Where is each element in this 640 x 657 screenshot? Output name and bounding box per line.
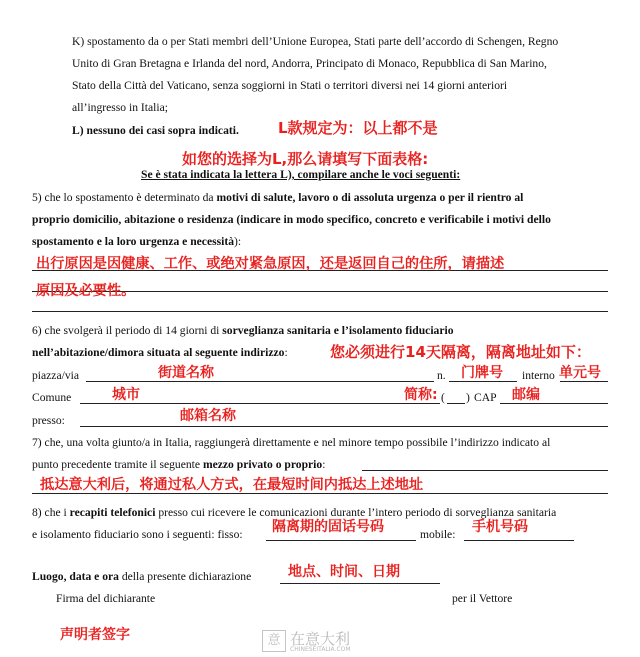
luogo-field[interactable] [280,583,440,584]
item5-answer-hint-2: 原因及必要性。 [36,283,136,299]
mobile-label: mobile: [420,528,456,541]
section-k-line-4: all’ingresso in Italia; [72,101,168,114]
mailbox-hint: 邮箱名称 [180,408,236,424]
watermark-sub: CHINESEITALIA.COM [290,646,351,653]
section-l-note: L款规定为：以上都不是 [278,119,438,137]
presso-label: presso: [32,414,65,427]
piazza-label: piazza/via [32,369,79,382]
section-l-heading: Se è stata indicata la lettera L), compilare anche le voci seguenti: [141,168,461,181]
section-k-line-3: Stato della Città del Vaticano, senza soggiorni in Stati o territori diversi nei 14 giorni anteriori [72,79,508,92]
city-hint: 城市 [112,387,140,403]
item5-answer-line-3[interactable] [32,311,608,312]
item8-line-2: e isolamento fiduciario sono i seguenti: fisso: [32,528,243,541]
vettore-label: per il Vettore [452,592,513,605]
watermark-text: 在意大利 [290,630,351,648]
province-paren-close: ) [466,391,470,404]
firma-label: Firma del dichiarante [56,592,156,605]
mobile-hint: 手机号码 [472,519,528,535]
luogo-hint: 地点、时间、日期 [288,564,400,580]
number-hint: 门牌号 [461,365,503,381]
postcode-hint: 邮编 [512,387,540,403]
comune-label: Comune [32,391,72,404]
item5-answer-hint-1: 出行原因是因健康、工作、或绝对紧急原因，还是返回自己的住所，请描述 [36,256,505,272]
section-k-line-2: Unito di Gran Bretagna e Irlanda del nord, Andorra, Principato di Monaco, Repubblica di San Marino, [72,57,547,70]
street-field[interactable] [86,381,434,382]
cap-label: CAP [474,391,497,404]
section-l-text: L) nessuno dei casi sopra indicati. [72,124,239,137]
item6-line-1: 6) che svolgerà il periodo di 14 giorni di sorveglianza sanitaria e l’isolamento fiduciario [32,324,454,337]
transport-field[interactable] [362,470,608,471]
province-paren-open: ( [441,391,445,404]
unit-hint: 单元号 [559,365,601,381]
mobile-field[interactable] [464,540,574,541]
watermark-badge: 意 [262,630,286,652]
item7-line-2: punto precedente tramite il seguente mezzo privato o proprio: [32,458,326,471]
mailbox-field[interactable] [80,426,608,427]
item7-line-1: 7) che, una volta giunto/a in Italia, raggiungerà direttamente e nel minore tempo possibile l’indirizzo indicato al [32,436,551,449]
item5-line-3: spostamento e la loro urgenza e necessità): [32,235,242,248]
item5-line-1: 5) che lo spostamento è determinato da motivi di salute, lavoro o di assoluta urgenza o per il rientro al [32,191,524,204]
luogo-label: Luogo, data e ora della presente dichiarazione [32,570,252,583]
province-hint: 简称: [404,387,438,403]
section-k-line-1: K) spostamento da o per Stati membri dell’Unione Europea, Stati parte dell’accordo di Schengen, Regno [72,35,559,48]
item6-note: 您必须进行14天隔离，隔离地址如下： [330,343,591,361]
landline-field[interactable] [266,540,416,541]
interno-label: interno [522,369,555,382]
item7-note: 抵达意大利后，将通过私人方式，在最短时间内抵达上述地址 [40,477,424,493]
item5-line-2: proprio domicilio, abitazione o residenza (indicare in modo specifico, concreto e verificabile i motivi dello [32,213,551,226]
item8-line-1: 8) che i recapiti telefonici presso cui ricevere le comunicazioni durante l’intero periodo di sorveglianza sanitaria [32,506,557,519]
landline-hint: 隔离期的固话号码 [272,519,384,535]
street-hint: 街道名称 [158,365,214,381]
item6-line-2: nell’abitazione/dimora situata al seguente indirizzo: [32,346,288,359]
number-label: n. [437,369,446,382]
province-field[interactable] [447,403,465,404]
signature-hint: 声明者签字 [60,627,130,643]
section-l-instruction: 如您的选择为L,那么请填写下面表格: [182,150,429,168]
